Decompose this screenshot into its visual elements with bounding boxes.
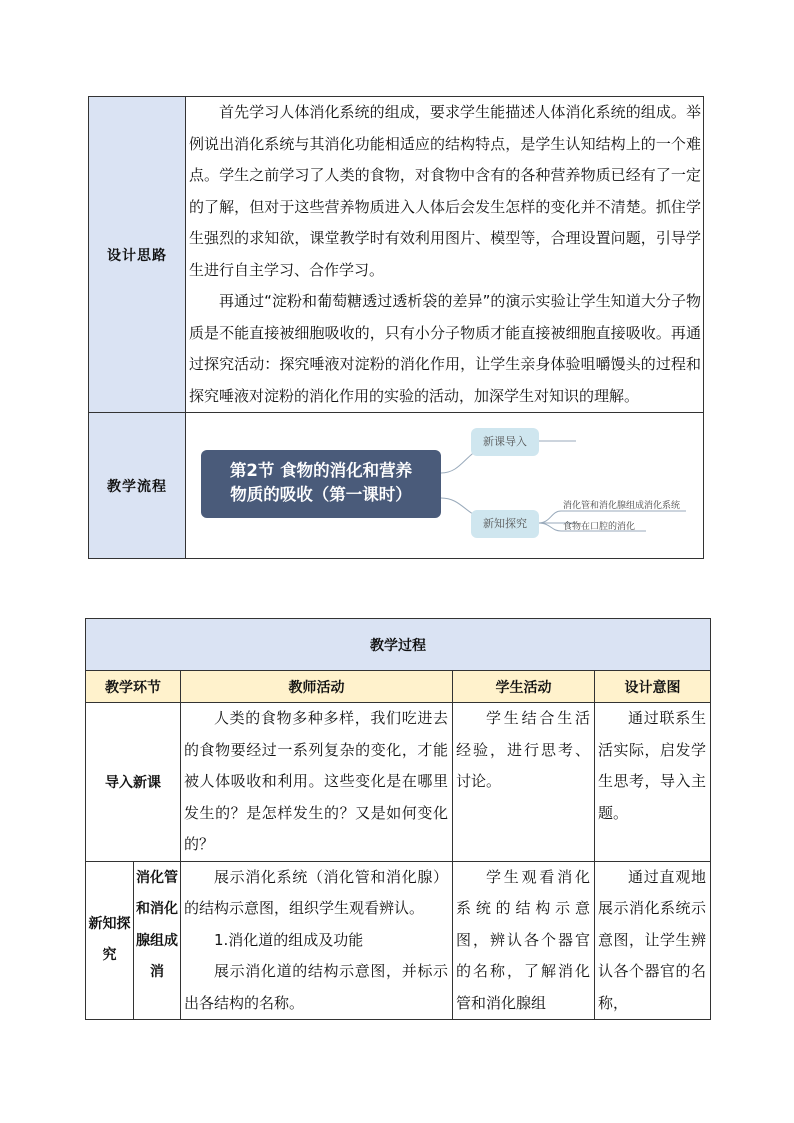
explore-teacher-p1: 展示消化系统（消化管和消化腺）的结构示意图，组织学生观看辨认。 — [184, 867, 448, 917]
header-intent: 设计意图 — [595, 671, 711, 703]
mindmap-branch-intro: 新课导入 — [471, 428, 539, 456]
table-row — [86, 703, 711, 862]
design-paragraph-1: 首先学习人体消化系统的组成，要求学生能描述人体消化系统的组成。举例说出消化系统与其消化功能相适应的结构特点，是学生认知结构上的一个难点。学生之前学习了人类的食物，对食物中含有的各种营养物质已经有了一定的了解，但对于这些营养物质进入人体后会发生怎样的变化并不清楚。抓住学生强烈的求知欲，课堂教学时有效利用图片、模型等，合理设置问题，引导学生进行自主学习、合作学习。 — [189, 103, 701, 279]
mindmap-branch-explore: 新知探究 — [471, 510, 539, 538]
explore-intent — [595, 861, 711, 1020]
explore-intent-text: 通过直观地展示消化系统示意图，让学生辨认各个器官的名称， — [598, 867, 707, 1012]
explore-stage: 新知探究 — [86, 861, 134, 1020]
intro-student-text: 学生结合生活经验，进行思考、讨论。 — [456, 709, 590, 790]
intro-intent-text: 通过联系生活实际，启发学生思考，导入主题。 — [598, 709, 707, 822]
design-paragraph-2: 再通过“淀粉和葡萄糖透过透析袋的差异”的演示实验让学生知道大分子物质是不能直接被细胞吸收的，只有小分子物质才能直接被细胞直接吸收。再通过探究活动：探究唾液对淀粉的消化作用，让学生亲身体验咀嚼馒头的过程和探究唾液对淀粉的消化作用的实验的活动，加深学生对知识的理解。 — [189, 292, 701, 405]
intro-stage: 导入新课 — [86, 703, 181, 862]
design-label: 设计思路 — [89, 97, 186, 413]
flow-label: 教学流程 — [89, 413, 186, 559]
explore-student-text: 学生观看消化系统的结构示意图，辨认各个器官的名称，了解消化管和消化腺组 — [456, 867, 590, 1012]
mindmap-center-topic — [201, 450, 441, 518]
mindmap-center-line-1: 第2节 食物的消化和营养 — [229, 461, 413, 480]
design-content — [186, 97, 704, 413]
intro-teacher-text: 人类的食物多种多样，我们吃进去的食物要经过一系列复杂的变化，才能被人体吸收和利用。这些变化是在哪里发生的？是怎样发生的？又是如何变化的？ — [184, 709, 448, 853]
intro-teacher — [181, 703, 453, 862]
design-table — [88, 96, 704, 559]
mindmap-center-line-2: 物质的吸收（第一课时） — [230, 485, 412, 504]
explore-teacher-p3: 展示消化道的结构示意图，并标示出各结构的名称。 — [184, 962, 448, 1012]
intro-intent — [595, 703, 711, 862]
mindmap-leaf-2: 食物在口腔的消化 — [563, 522, 636, 532]
header-teacher: 教师活动 — [181, 671, 453, 703]
explore-teacher-p2: 1.消化道的组成及功能 — [214, 930, 364, 949]
process-title: 教学过程 — [86, 619, 711, 671]
explore-sub-stage: 消化管和消化腺组成消 — [134, 861, 181, 1020]
process-table — [85, 618, 711, 1020]
explore-teacher — [181, 861, 453, 1020]
mindmap — [186, 413, 703, 558]
header-stage: 教学环节 — [86, 671, 181, 703]
header-student: 学生活动 — [453, 671, 595, 703]
intro-student — [453, 703, 595, 862]
flow-mindmap-cell — [186, 413, 704, 559]
table-row — [86, 861, 711, 1020]
mindmap-leaf-1: 消化管和消化腺组成消化系统 — [563, 501, 681, 511]
explore-student — [453, 861, 595, 1020]
